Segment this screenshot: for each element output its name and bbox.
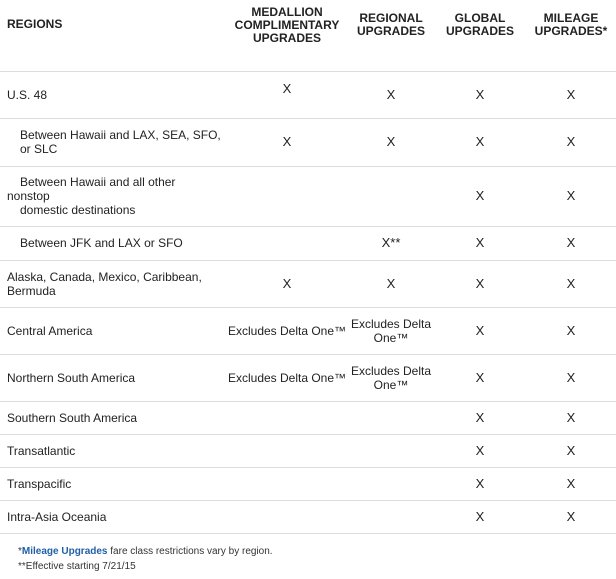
mileage-cell: X [526,467,616,500]
medallion-cell: Excludes Delta One™ [226,354,348,401]
table-row [0,71,616,118]
global-cell: X [434,401,526,434]
mileage-cell: X [526,354,616,401]
header-row [0,0,616,71]
medallion-cell: X [226,71,348,118]
mileage-cell: X [526,166,616,226]
regional-cell [348,434,434,467]
regional-cell: X [348,118,434,166]
region-cell: Central America [0,307,226,354]
global-cell: X [434,354,526,401]
medallion-cell [226,226,348,260]
regional-cell [348,166,434,226]
global-cell: X [434,166,526,226]
region-line: Between Hawaii and all other [20,175,176,189]
table-row [0,467,616,500]
global-cell: X [434,434,526,467]
region-cell: Northern South America [0,354,226,401]
table-row [0,166,616,226]
global-cell: X [434,500,526,533]
global-cell: X [434,260,526,307]
regional-cell [348,467,434,500]
footnotes [18,544,273,574]
mileage-cell: X [526,434,616,467]
medallion-cell: X [226,118,348,166]
medallion-cell [226,500,348,533]
region-cell: Transpacific [0,467,226,500]
global-cell: X [434,71,526,118]
region-line: domestic destinations [20,203,136,217]
medallion-cell [226,166,348,226]
global-cell: X [434,307,526,354]
global-cell: X [434,467,526,500]
header-global-upgrades: GLOBAL UPGRADES [445,11,514,38]
footnote-text: fare class restrictions vary by region. [107,546,273,557]
footnote-asterisk: * [18,546,22,557]
regional-cell: X [348,260,434,307]
mileage-cell: X [526,500,616,533]
region-cell: Alaska, Canada, Mexico, Caribbean, Bermuda [0,260,226,307]
region-cell: Intra-Asia Oceania [0,500,226,533]
region-cell: Between Hawaii and LAX, SEA, SFO, or SLC [0,118,226,166]
table-row [0,401,616,434]
table-row [0,307,616,354]
effective-footnote: **Effective starting 7/21/15 [18,561,136,572]
header-regions: REGIONS [7,17,63,31]
table-row [0,500,616,533]
region-cell: U.S. 48 [0,71,226,118]
table-row [0,118,616,166]
medallion-cell [226,467,348,500]
region-cell [0,166,226,226]
regional-cell [348,401,434,434]
header-regional-upgrades: REGIONAL UPGRADES [356,11,425,38]
region-cell: Southern South America [0,401,226,434]
regional-cell: Excludes Delta One™ [348,307,434,354]
medallion-cell [226,434,348,467]
header-mileage-upgrades: MILEAGE UPGRADES* [534,11,608,38]
global-cell: X [434,226,526,260]
mileage-upgrades-link[interactable]: Mileage Upgrades [21,546,108,557]
table-row [0,354,616,401]
mileage-cell: X [526,260,616,307]
mileage-footnote [18,544,273,559]
regional-cell: X [348,71,434,118]
table-row [0,260,616,307]
regional-cell: X** [348,226,434,260]
mileage-cell: X [526,226,616,260]
header-medallion-complimentary-upgrades: MEDALLION COMPLIMENTARY UPGRADES [234,5,340,45]
medallion-cell [226,401,348,434]
mileage-cell: X [526,71,616,118]
region-line: nonstop [7,189,50,203]
mileage-cell: X [526,118,616,166]
medallion-cell: X [226,260,348,307]
table-row [0,226,616,260]
medallion-cell: Excludes Delta One™ [226,307,348,354]
mileage-cell: X [526,307,616,354]
regional-cell [348,500,434,533]
regional-cell: Excludes Delta One™ [348,354,434,401]
region-cell: Between JFK and LAX or SFO [0,226,226,260]
region-cell: Transatlantic [0,434,226,467]
global-cell: X [434,118,526,166]
mileage-cell: X [526,401,616,434]
table-row [0,434,616,467]
